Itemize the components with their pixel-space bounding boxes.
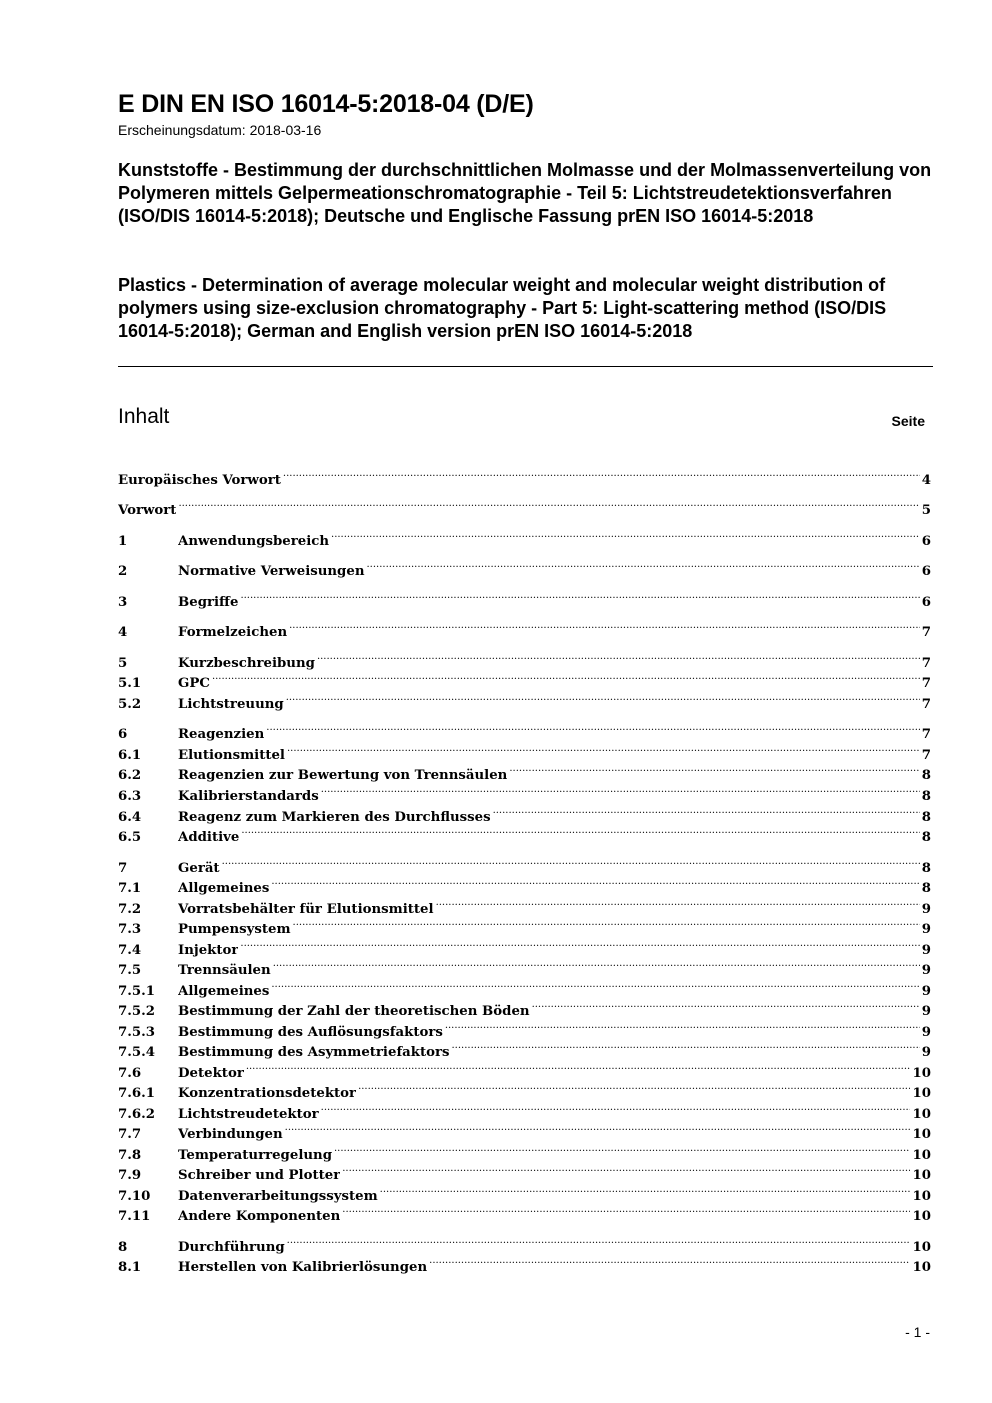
toc-entry-number: 7.7 [118, 1127, 142, 1142]
toc-leader-dots [367, 555, 920, 575]
toc-entry-number: 7.6.1 [118, 1086, 156, 1101]
toc-leader-dots [317, 647, 920, 667]
publication-date-value: 2018-03-16 [249, 122, 322, 138]
toc-entry-number: 7.11 [118, 1209, 151, 1224]
toc-entry[interactable] [118, 1118, 931, 1142]
toc-entry-title: Andere Komponenten [178, 1209, 341, 1224]
toc-leader-dots [246, 1057, 911, 1077]
toc-entry[interactable] [118, 616, 931, 640]
toc-entry-number: 7.5 [118, 963, 142, 978]
toc-entry-number: 7 [118, 861, 128, 876]
toc-entry-page: 7 [921, 727, 931, 742]
toc-entry-page: 9 [921, 984, 931, 999]
toc-entry-number: 7.1 [118, 881, 142, 896]
toc-entry-number: 4 [118, 625, 128, 640]
toc-entry-number: 8 [118, 1240, 128, 1255]
toc-entry[interactable] [118, 586, 931, 610]
toc-entry[interactable] [118, 688, 931, 712]
toc-entry[interactable] [118, 1231, 931, 1255]
toc-entry-title: Kurzbeschreibung [178, 656, 315, 671]
toc-leader-dots [509, 759, 919, 779]
toc-entry[interactable] [118, 975, 931, 999]
toc-entry-title: Bestimmung des Asymmetriefaktors [178, 1045, 450, 1060]
toc-entry[interactable] [118, 667, 931, 691]
toc-entry-page: 10 [912, 1189, 931, 1204]
toc-leader-dots [287, 739, 920, 759]
toc-entry-number: 6.5 [118, 830, 142, 845]
toc-entry[interactable] [118, 759, 931, 783]
toc-entry-page: 8 [921, 810, 931, 825]
toc-entry-title: Schreiber und Plotter [178, 1168, 341, 1183]
toc-entry-number: 2 [118, 564, 128, 579]
toc-entry[interactable] [118, 1159, 931, 1183]
toc-entry-number: 5.2 [118, 697, 142, 712]
toc-entry-number: 3 [118, 595, 128, 610]
toc-entry[interactable] [118, 494, 931, 518]
toc-entry[interactable] [118, 801, 931, 825]
toc-entry-page: 10 [912, 1240, 931, 1255]
toc-entry[interactable] [118, 852, 931, 876]
toc-entry-page: 7 [921, 697, 931, 712]
toc-entry-title: GPC [178, 676, 210, 691]
toc-entry-title: Injektor [178, 943, 239, 958]
toc-entry-number: 1 [118, 534, 128, 549]
toc-entry[interactable] [118, 954, 931, 978]
toc-entry-number: 7.6 [118, 1066, 142, 1081]
toc-entry-page: 9 [921, 922, 931, 937]
toc-entry-title: Temperaturregelung [178, 1148, 332, 1163]
toc-entry[interactable] [118, 872, 931, 896]
document-id: E DIN EN ISO 16014-5:2018-04 (D/E) [118, 90, 534, 118]
toc-entry[interactable] [118, 995, 931, 1019]
toc-entry[interactable] [118, 1251, 931, 1275]
toc-entry-page: 9 [921, 943, 931, 958]
toc-entry-page: 9 [921, 1025, 931, 1040]
toc-entry-title: Lichtstreudetektor [178, 1107, 319, 1122]
toc-entry-title: Anwendungsbereich [178, 534, 330, 549]
toc-entry-page: 8 [921, 861, 931, 876]
toc-entry-title: Trennsäulen [178, 963, 271, 978]
toc-entry-page: 9 [921, 1045, 931, 1060]
title-english: Plastics - Determination of average molecular weight and molecular weight distribution of polymers using size-exclusion chromatography - Part 5: Light-scattering method (ISO/DIS 16014-5:2018); German and English version prEN ISO 16014-5:2018 [118, 275, 887, 341]
toc-entry-page: 7 [921, 625, 931, 640]
toc-entry-number: 6.4 [118, 810, 142, 825]
toc-leader-dots [293, 913, 920, 933]
toc-entry[interactable] [118, 893, 931, 917]
toc-entry-page: 5 [921, 503, 931, 518]
toc-leader-dots [334, 1139, 910, 1159]
toc-entry-number: 7.8 [118, 1148, 142, 1163]
toc-leader-dots [331, 525, 920, 545]
toc-entry-number: 6.3 [118, 789, 142, 804]
toc-entry-number: 7.2 [118, 902, 142, 917]
toc-entry-number: 6.2 [118, 768, 142, 783]
toc-entry[interactable] [118, 780, 931, 804]
toc-entry-page: 9 [921, 963, 931, 978]
toc-entry[interactable] [118, 1098, 931, 1122]
toc-entry-number: 6 [118, 727, 128, 742]
toc-entry[interactable] [118, 1200, 931, 1224]
publication-date [118, 122, 321, 138]
toc-leader-dots [436, 893, 920, 913]
toc-entry-title: Bestimmung der Zahl der theoretischen Böden [178, 1004, 530, 1019]
toc-entry-page: 8 [921, 768, 931, 783]
toc-entry-title: Europäisches Vorwort [118, 473, 281, 488]
toc-entry-title: Detektor [178, 1066, 244, 1081]
toc-entry-number: 7.5.4 [118, 1045, 156, 1060]
toc-entry-page: 4 [921, 473, 931, 488]
toc-entry-title: Vorwort [118, 503, 177, 518]
toc-entry[interactable] [118, 739, 931, 763]
toc-leader-dots [289, 616, 920, 636]
toc-entry-title: Reagenzien [178, 727, 265, 742]
toc-entry-title: Reagenzien zur Bewertung von Trennsäulen [178, 768, 508, 783]
toc-leader-dots [342, 1159, 910, 1179]
toc-leader-dots [212, 667, 920, 687]
toc-entry-title: Begriffe [178, 595, 239, 610]
toc-entry-title: Datenverarbeitungssystem [178, 1189, 378, 1204]
toc-entry[interactable] [118, 1016, 931, 1040]
toc-entry[interactable] [118, 718, 931, 742]
toc-entry-title: Herstellen von Kalibrierlösungen [178, 1260, 428, 1275]
toc-entry-page: 9 [921, 902, 931, 917]
toc-entry[interactable] [118, 464, 931, 488]
toc-leader-dots [222, 852, 920, 872]
toc-entry-title: Vorratsbehälter für Elutionsmittel [178, 902, 434, 917]
toc-entry-page: 10 [912, 1086, 931, 1101]
toc-leader-dots [286, 688, 920, 708]
toc-entry-page: 8 [921, 789, 931, 804]
toc-entry-number: 7.5.1 [118, 984, 156, 999]
toc-leader-dots [321, 1098, 911, 1118]
toc-leader-dots [380, 1180, 911, 1200]
toc-leader-dots [271, 975, 919, 995]
publication-date-label: Erscheinungsdatum: [118, 122, 246, 138]
toc-entry-title: Durchführung [178, 1240, 285, 1255]
toc-entry[interactable] [118, 1036, 931, 1060]
toc-entry[interactable] [118, 555, 931, 579]
toc-entry-title: Elutionsmittel [178, 748, 285, 763]
toc-entry-page: 9 [921, 1004, 931, 1019]
toc-entry-title: Gerät [178, 861, 220, 876]
toc-entry-number: 7.10 [118, 1189, 151, 1204]
toc-entry[interactable] [118, 525, 931, 549]
toc-leader-dots [178, 494, 919, 514]
toc-leader-dots [445, 1016, 920, 1036]
toc-entry-title: Reagenz zum Markieren des Durchflusses [178, 810, 491, 825]
toc-entry-page: 8 [921, 881, 931, 896]
page-number: - 1 - [905, 1324, 930, 1340]
toc-entry-number: 7.4 [118, 943, 142, 958]
toc-entry-page: 7 [921, 656, 931, 671]
toc-entry-number: 7.5.2 [118, 1004, 156, 1019]
toc-entry-page: 10 [912, 1168, 931, 1183]
toc-leader-dots [429, 1251, 910, 1271]
toc-entry-title: Allgemeines [178, 881, 270, 896]
toc-entry-page: 7 [921, 676, 931, 691]
toc-entry-number: 5 [118, 656, 128, 671]
toc-entry-title: Formelzeichen [178, 625, 288, 640]
toc-entry-title: Kalibrierstandards [178, 789, 319, 804]
toc-entry-page: 6 [921, 595, 931, 610]
toc-page-column-label: Seite [891, 413, 925, 429]
toc-entry-page: 10 [912, 1066, 931, 1081]
toc-leader-dots [532, 995, 920, 1015]
toc-entry[interactable] [118, 1077, 931, 1101]
toc-entry[interactable] [118, 821, 931, 845]
toc-entry[interactable] [118, 1057, 931, 1081]
toc-entry-page: 8 [921, 830, 931, 845]
toc-entry[interactable] [118, 1180, 931, 1204]
toc-entry[interactable] [118, 913, 931, 937]
toc-entry-title: Allgemeines [178, 984, 270, 999]
toc-entry-number: 7.9 [118, 1168, 142, 1183]
toc-entry-title: Verbindungen [178, 1127, 283, 1142]
toc-leader-dots [493, 801, 920, 821]
toc-entry-title: Bestimmung des Auflösungsfaktors [178, 1025, 443, 1040]
toc-heading: Inhalt [118, 405, 170, 428]
title-divider [118, 366, 933, 367]
toc-leader-dots [321, 780, 920, 800]
toc-entry-number: 6.1 [118, 748, 142, 763]
toc-entry-title: Pumpensystem [178, 922, 291, 937]
toc-leader-dots [241, 821, 919, 841]
toc-entry-page: 10 [912, 1127, 931, 1142]
toc-entry-number: 7.3 [118, 922, 142, 937]
toc-leader-dots [266, 718, 919, 738]
toc-entry[interactable] [118, 934, 931, 958]
toc-leader-dots [240, 934, 919, 954]
toc-leader-dots [271, 872, 919, 892]
toc-entry-page: 6 [921, 534, 931, 549]
toc-entry-title: Additive [178, 830, 240, 845]
toc-leader-dots [342, 1200, 910, 1220]
toc-entry[interactable] [118, 1139, 931, 1163]
toc-leader-dots [285, 1118, 911, 1138]
toc-entry-number: 7.5.3 [118, 1025, 156, 1040]
toc-entry-page: 10 [912, 1209, 931, 1224]
toc-entry-page: 10 [912, 1148, 931, 1163]
toc-leader-dots [358, 1077, 910, 1097]
toc-entry-title: Konzentrationsdetektor [178, 1086, 357, 1101]
toc-entry-page: 7 [921, 748, 931, 763]
toc-leader-dots [283, 464, 920, 484]
toc-entry-page: 6 [921, 564, 931, 579]
toc-entry-number: 8.1 [118, 1260, 142, 1275]
title-german: Kunststoffe - Bestimmung der durchschnittlichen Molmasse und der Molmassenverteilung von Polymeren mittels Gelpermeationschromatographie - Teil 5: Lichtstreudetektionsverfahren (ISO/DIS 16014-5:2018); Deutsche und Englische Fassung prEN ISO 16014-5:2018 [118, 160, 932, 226]
toc-entry[interactable] [118, 647, 931, 671]
toc-entry-number: 7.6.2 [118, 1107, 156, 1122]
toc-entry-page: 10 [912, 1107, 931, 1122]
toc-leader-dots [287, 1231, 911, 1251]
toc-leader-dots [273, 954, 920, 974]
toc-entry-title: Normative Verweisungen [178, 564, 365, 579]
toc-entry-number: 5.1 [118, 676, 142, 691]
toc-leader-dots [452, 1036, 920, 1056]
toc-leader-dots [240, 586, 919, 606]
toc-entry-page: 10 [912, 1260, 931, 1275]
toc-entry-title: Lichtstreuung [178, 697, 284, 712]
